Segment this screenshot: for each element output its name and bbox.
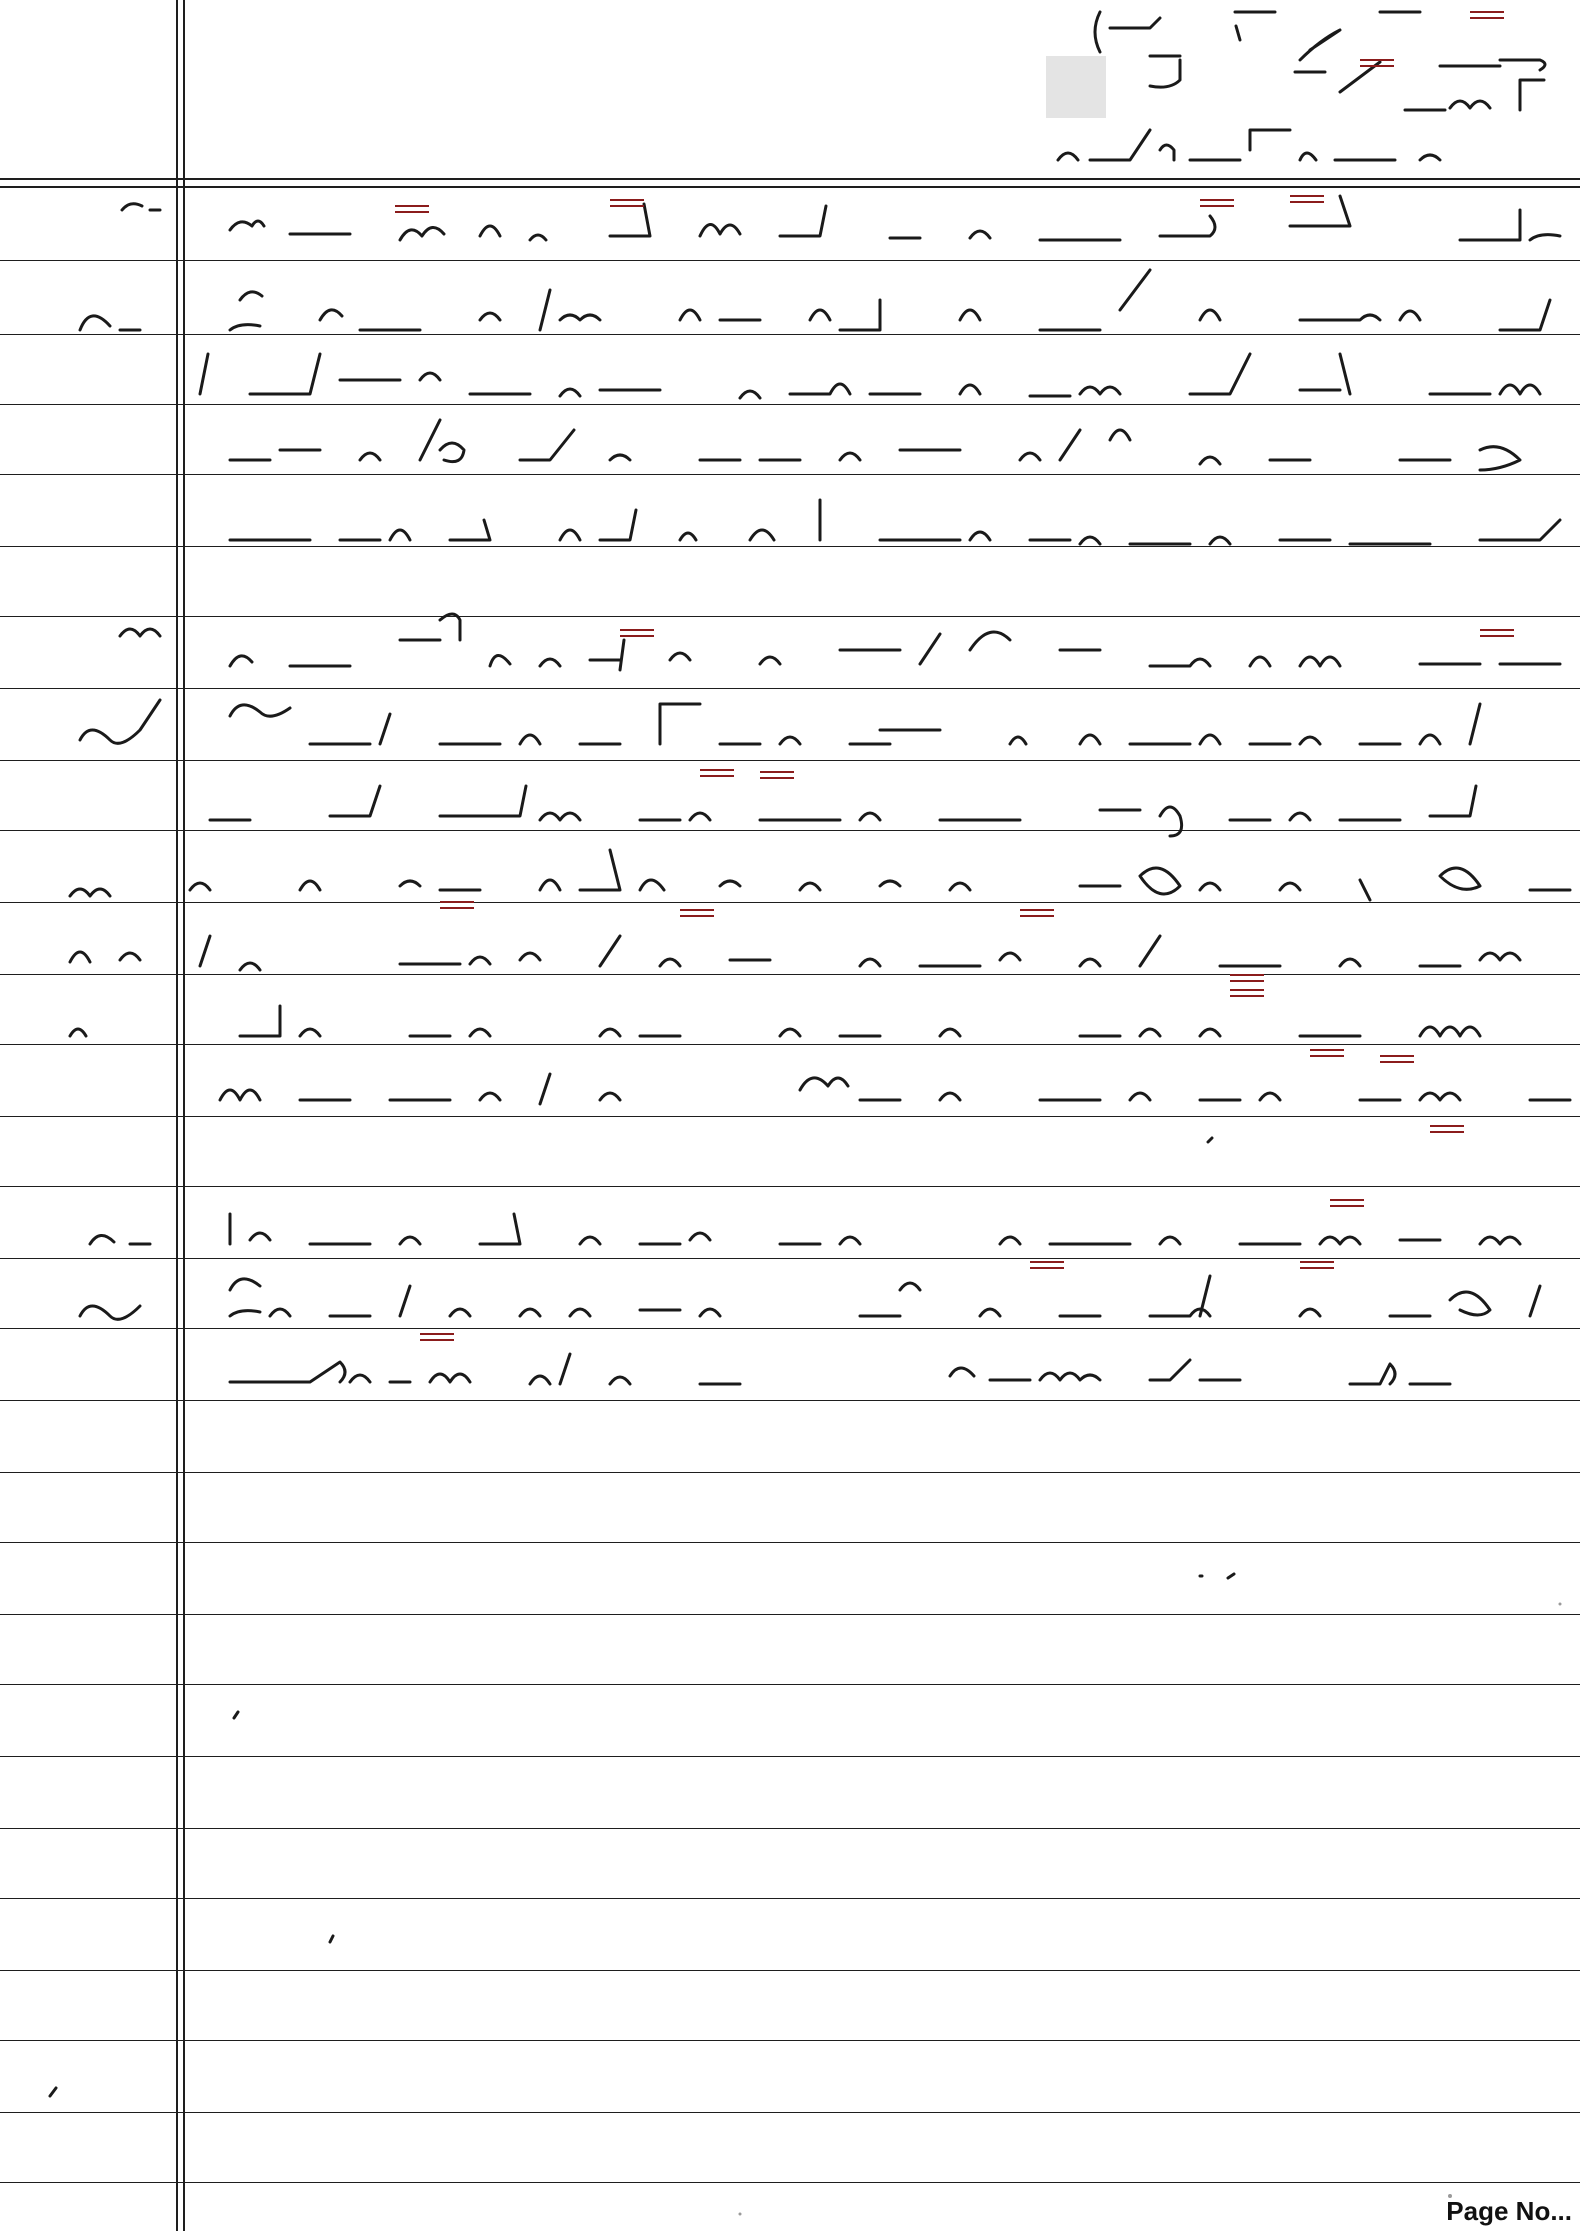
page-number-label: Page No...	[1446, 2196, 1572, 2226]
